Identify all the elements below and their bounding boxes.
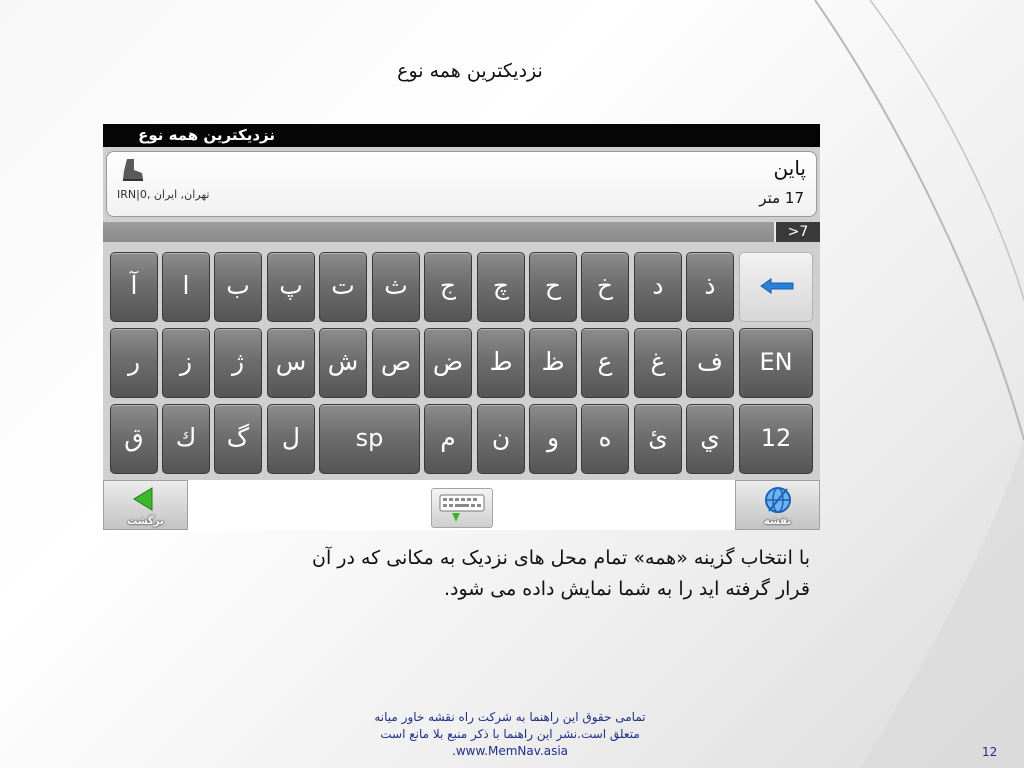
key[interactable]: ر — [110, 328, 158, 398]
next-page-button[interactable]: >7 — [774, 222, 820, 242]
result-item[interactable] — [106, 151, 817, 217]
key[interactable]: س — [267, 328, 315, 398]
key[interactable]: ئ — [634, 404, 682, 474]
description-line-1: با انتخاب گزینه «همه» تمام محل های نزدیک به مکانی که در آن — [312, 547, 810, 569]
footer-line-1: تمامی حقوق این راهنما به شرکت راه نقشه خاور میانه — [374, 710, 646, 724]
key[interactable]: چ — [477, 252, 525, 322]
keyboard-icon — [439, 494, 485, 524]
key[interactable]: ص — [372, 328, 420, 398]
key[interactable]: ع — [581, 328, 629, 398]
globe-icon — [763, 485, 793, 515]
boot-icon — [119, 158, 145, 182]
slide-number: 12 — [982, 745, 998, 759]
backspace-button[interactable] — [739, 252, 813, 322]
key[interactable]: ق — [110, 404, 158, 474]
key[interactable]: ن — [477, 404, 525, 474]
key[interactable]: ل — [267, 404, 315, 474]
back-button[interactable] — [103, 480, 188, 530]
key[interactable]: د — [634, 252, 682, 322]
key[interactable]: ط — [477, 328, 525, 398]
key[interactable]: ح — [529, 252, 577, 322]
key[interactable]: ض — [424, 328, 472, 398]
key[interactable]: خ — [581, 252, 629, 322]
key[interactable]: غ — [634, 328, 682, 398]
result-address: IRN|0, تهران, ایران — [117, 188, 210, 201]
key[interactable]: ف — [686, 328, 734, 398]
key[interactable]: پ — [267, 252, 315, 322]
footer-url[interactable]: www.MemNav.asia. — [451, 744, 569, 758]
key[interactable]: ه — [581, 404, 629, 474]
map-label: نقشه — [763, 516, 792, 527]
back-label: برگشت — [127, 516, 164, 527]
key[interactable]: و — [529, 404, 577, 474]
key[interactable]: ا — [162, 252, 210, 322]
slide-description — [120, 543, 810, 605]
key[interactable]: ز — [162, 328, 210, 398]
key[interactable]: ي — [686, 404, 734, 474]
space-key[interactable]: sp — [319, 404, 420, 474]
result-name: پاین — [773, 156, 806, 180]
persian-keyboard — [103, 244, 820, 476]
backspace-arrow-icon — [760, 278, 794, 294]
device-header-title: نزدیکترین همه نوع — [103, 124, 820, 147]
language-toggle-button[interactable]: EN — [739, 328, 813, 398]
key[interactable]: ظ — [529, 328, 577, 398]
bottom-toolbar — [103, 480, 820, 530]
device-screenshot — [103, 124, 820, 530]
key[interactable]: ذ — [686, 252, 734, 322]
keyboard-toggle-button[interactable] — [431, 488, 493, 528]
result-pager-bar — [103, 222, 820, 242]
key[interactable]: م — [424, 404, 472, 474]
result-distance: 17 متر — [759, 189, 804, 207]
slide-footer — [325, 709, 695, 760]
back-arrow-icon — [132, 487, 154, 511]
key[interactable]: ش — [319, 328, 367, 398]
key[interactable]: گ — [214, 404, 262, 474]
key[interactable]: ك — [162, 404, 210, 474]
key[interactable]: ج — [424, 252, 472, 322]
key[interactable]: ژ — [214, 328, 262, 398]
key[interactable]: ث — [372, 252, 420, 322]
key[interactable]: ت — [319, 252, 367, 322]
footer-line-2: متعلق است.نشر این راهنما با ذکر منبع بلا مانع است — [380, 727, 640, 741]
description-line-2: قرار گرفته اید را به شما نمایش داده می شود. — [443, 578, 810, 600]
map-button[interactable] — [735, 480, 820, 530]
slide-title: نزدیکترین همه نوع — [397, 60, 543, 82]
key[interactable]: آ — [110, 252, 158, 322]
numbers-toggle-button[interactable]: 12 — [739, 404, 813, 474]
key[interactable]: ب — [214, 252, 262, 322]
